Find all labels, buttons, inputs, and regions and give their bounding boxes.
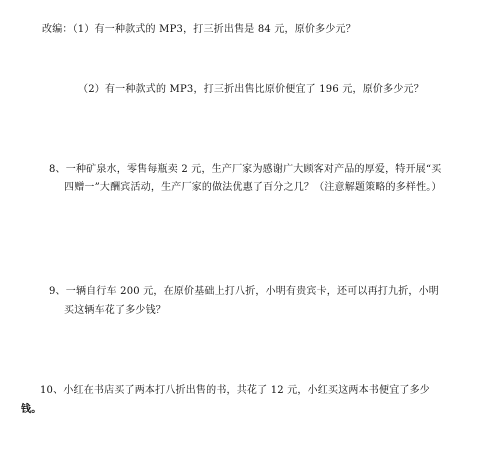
question-10-line-2: 钱。	[21, 404, 42, 415]
adapted-problem-2: （2）有一种款式的 MP3，打三折出售比原价便宜了 196 元，原价多少元？	[78, 84, 424, 95]
question-8-line-2: 四赠一”大酬宾活动，生产厂家的做法优惠了百分之几？（注意解题策略的多样性。）	[64, 182, 442, 193]
question-10-line-1: 10、小红在书店买了两本打八折出售的书，共花了 12 元，小红买这两本书便宜了多少	[40, 385, 431, 396]
question-9-line-2: 买这辆车花了多少钱？	[64, 305, 166, 316]
question-9-line-1: 9、一辆自行车 200 元，在原价基础上打八折，小明有贵宾卡，还可以再打九折，小明	[49, 286, 440, 297]
question-8-line-1: 8、一种矿泉水，零售每瓶卖 2 元，生产厂家为感谢广大顾客对产品的厚爱，特开展“买	[49, 164, 442, 175]
adapted-problem-1: 改编：（1）有一种款式的 MP3，打三折出售是 84 元，原价多少元？	[42, 24, 356, 35]
